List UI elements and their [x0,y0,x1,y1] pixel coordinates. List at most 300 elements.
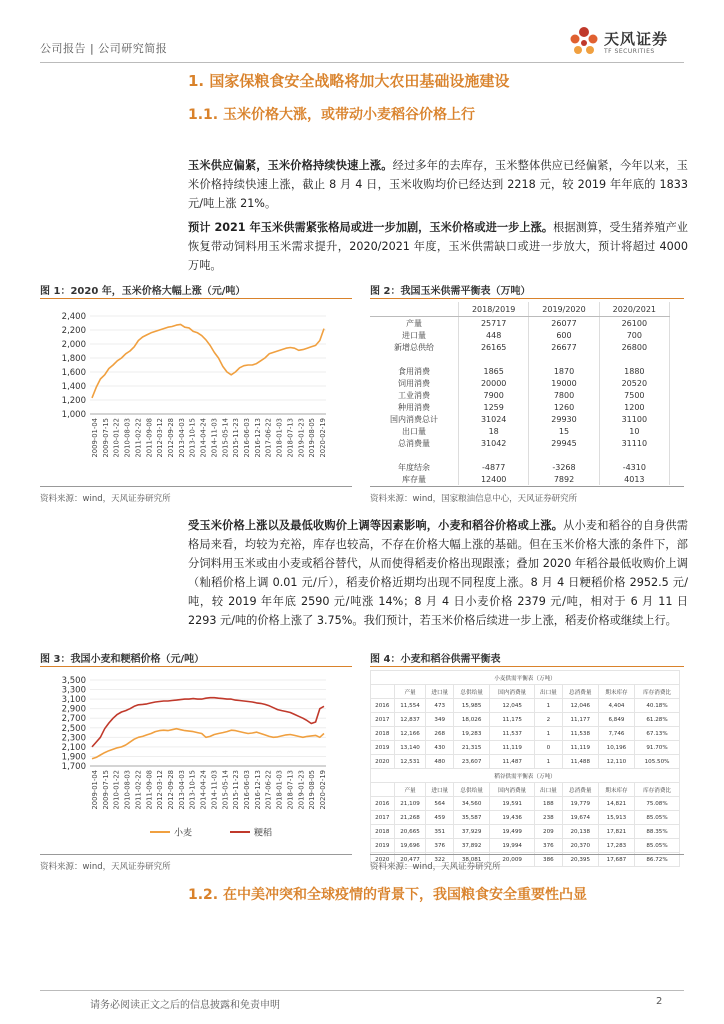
column-header: 出口量 [535,685,563,699]
x-tick-label: 2011-09-08 [145,418,154,458]
x-tick-label: 2009-07-15 [101,770,110,810]
table-cell: 268 [426,727,454,741]
table-cell: 20520 [599,377,669,389]
x-tick-label: 2017-06-22 [264,418,273,458]
table-cell: 11,175 [490,713,535,727]
y-tick-label: 1,600 [61,368,86,378]
table-cell: 26677 [529,341,599,353]
table-cell: 473 [426,699,454,713]
table-row [371,741,680,755]
row-year: 2017 [371,713,395,727]
table-cell: 1865 [459,365,529,377]
table-row [371,699,680,713]
table-cell: 15,985 [454,699,490,713]
table-cell: 88.35% [635,825,680,839]
row-label [370,353,459,365]
x-tick-label: 2016-12-13 [253,770,262,810]
table-cell: 7,746 [598,727,634,741]
x-tick-label: 2010-08-03 [123,418,132,458]
table-row [371,839,680,853]
table-cell: 11,177 [562,713,598,727]
row-label: 总消费量 [370,437,459,449]
table-cell: 0 [535,741,563,755]
figure-4-source: 资料来源：wind，天风证券研究所 [370,862,501,872]
y-tick-label: 1,900 [61,752,86,763]
table-cell: 1 [535,755,563,769]
footer-disclaimer: 请务必阅读正文之后的信息披露和免责申明 [90,1000,280,1011]
table-cell: 10 [599,425,669,437]
table-cell: 17,687 [598,853,634,867]
table-cell: 31100 [599,413,669,425]
figure-4-bottom-rule [370,854,684,855]
x-tick-label: 2018-07-13 [286,770,295,810]
y-tick-label: 2,200 [61,326,86,336]
report-category: 公司报告 | 公司研究简报 [40,42,168,55]
table-cell: 26165 [459,341,529,353]
column-header: 进口量 [426,783,454,797]
corn-balance-table-grid [370,302,670,485]
table-cell: 12,166 [394,727,426,741]
table-header-row [371,783,680,797]
column-header: 库存消费比 [635,783,680,797]
x-tick-label: 2010-01-22 [112,770,121,810]
table-cell: 2 [535,713,563,727]
table-cell: 19,283 [454,727,490,741]
x-tick-label: 2019-01-23 [297,418,306,458]
table-cell: 21,268 [394,811,426,825]
x-tick-label: 2015-11-23 [232,770,241,810]
table-cell: 34,560 [454,797,490,811]
x-tick-label: 2012-03-12 [156,418,165,458]
x-tick-label: 2017-06-22 [264,770,273,810]
table-cell: 10,196 [598,741,634,755]
table-cell: 26100 [599,317,669,330]
table-cell: 6,849 [598,713,634,727]
table-cell: 19,499 [490,825,535,839]
table-cell: 11,119 [562,741,598,755]
row-label: 出口量 [370,425,459,437]
table-cell: 1870 [529,365,599,377]
row-year: 2018 [371,727,395,741]
series-line-小麦 [92,729,324,759]
table-cell: 85.05% [635,839,680,853]
x-tick-label: 2016-06-03 [243,418,251,458]
table-row [371,727,680,741]
x-tick-label: 2015-05-14 [221,418,230,458]
table-cell: 29945 [529,437,599,449]
paragraph-body: 经过多年的去库存，玉米整体供应已经偏紧，今年以来，玉米价格持续快速上涨，截止 8 月 4 日，玉米收购均价已经达到 2218 元，较 2019 年年底的 1833 元/吨上涨 21%。 [188,159,688,210]
table-row [370,473,670,485]
table-cell: 1200 [599,401,669,413]
table-cell: 20,138 [562,825,598,839]
table-cell: 26800 [599,341,669,353]
row-label: 进口量 [370,329,459,341]
table-cell: 1880 [599,365,669,377]
corn-price-chart [40,302,352,482]
x-tick-label: 2020-02-19 [319,418,327,458]
figure-1-rule [40,298,352,299]
table-cell: 11,538 [562,727,598,741]
table-cell: 564 [426,797,454,811]
paragraph-lead: 玉米供应偏紧，玉米价格持续快速上涨。 [188,159,393,172]
column-header: 2019/2020 [529,302,599,317]
table-cell: 20,395 [562,853,598,867]
x-tick-label: 2014-04-24 [199,770,208,810]
x-tick-label: 2020-02-19 [319,770,327,810]
table-cell: 19,779 [562,797,598,811]
x-tick-label: 2013-04-03 [177,418,186,458]
table-row [370,329,670,341]
x-tick-label: 2015-11-23 [232,418,241,458]
table-cell: 1259 [459,401,529,413]
x-tick-label: 2012-09-28 [167,418,175,458]
table-cell: 1 [535,699,563,713]
table-cell: 35,587 [454,811,490,825]
table-cell [599,449,669,461]
table-cell: 1260 [529,401,599,413]
y-tick-label: 2,000 [61,340,86,350]
table-row [371,713,680,727]
table-row [370,401,670,413]
x-tick-label: 2009-01-04 [91,418,99,458]
table-cell [599,353,669,365]
paragraph-lead: 受玉米价格上涨以及最低收购价上调等因素影响，小麦和稻谷价格或上涨。 [188,519,564,532]
table-cell: -3268 [529,461,599,473]
page-number: 2 [656,996,663,1007]
table-cell: -4310 [599,461,669,473]
table-cell: 600 [529,329,599,341]
column-header: 2018/2019 [459,302,529,317]
x-tick-label: 2019-08-05 [308,418,317,458]
table-cell: 38,081 [454,853,490,867]
header-divider [40,62,684,63]
column-header: 国内消费量 [490,685,535,699]
sub-table-title: 小麦供需平衡表（万吨） [371,671,680,685]
y-tick-label: 2,900 [61,704,86,715]
figure-3-source: 资料来源：wind，天风证券研究所 [40,862,171,872]
row-label: 年度结余 [370,461,459,473]
column-header: 产量 [394,783,426,797]
table-cell: 85.05% [635,811,680,825]
paragraph-corn-forecast [188,218,688,275]
table-cell: 376 [535,839,563,853]
wheat-rice-balance-grid [370,670,680,867]
table-row [370,317,670,330]
table-cell: 21,315 [454,741,490,755]
table-row [371,755,680,769]
row-label: 库存量 [370,473,459,485]
table-cell [529,353,599,365]
y-tick-label: 2,400 [61,312,86,322]
x-tick-label: 2018-01-03 [275,770,284,810]
figure-2-rule [370,298,684,299]
table-cell: 91.70% [635,741,680,755]
paragraph-lead: 预计 2021 年玉米供需紧张格局或进一步加剧，玉米价格或进一步上涨。 [188,221,554,234]
table-cell: 26077 [529,317,599,330]
table-cell: 25717 [459,317,529,330]
table-cell: 7892 [529,473,599,485]
figure-3-title: 图 3：我国小麦和粳稻价格（元/吨） [40,654,205,665]
table-cell: 4013 [599,473,669,485]
column-header: 总供给量 [454,685,490,699]
x-tick-label: 2012-03-12 [156,770,165,810]
row-year: 2018 [371,825,395,839]
table-cell: 11,554 [394,699,426,713]
column-header: 2020/2021 [599,302,669,317]
x-tick-label: 2013-04-03 [177,770,186,810]
table-header-row [371,685,680,699]
x-tick-label: 2009-07-15 [101,418,110,458]
column-header: 总消费量 [562,783,598,797]
legend-label: 粳稻 [254,828,273,839]
paragraph-body: 从小麦和稻谷的自身供需格局来看，均较为充裕，库存也较高，不存在价格大幅上涨的基础。但在玉米价格大涨的条件下，部分饲料用玉米或由小麦或稻谷替代，从而使得稻麦价格出现跟涨；叠加 2020 年稻谷最低收购价上调（籼稻价格上调 0.01 元/斤），稻麦价格近期均出现不同程度上涨。8 月 4 日粳稻价格 2952.5 元/吨，较 2019 年年底 2590 元/吨涨 14%；8 月 4 日小麦价格 2379 元/吨，相对于 6 月 11 日 2293 元/吨的价格上涨了 3.75%。我们预计，若玉米价格后续进一步上涨，稻麦价格或继续上行。 [188,519,688,627]
table-cell: 19000 [529,377,599,389]
row-label [370,449,459,461]
x-tick-label: 2014-04-24 [199,418,208,458]
column-header [371,783,395,797]
figure-3-bottom-rule [40,854,352,855]
table-cell: 238 [535,811,563,825]
table-cell: 7800 [529,389,599,401]
wheat-rice-price-chart [40,670,352,848]
table-cell: 20000 [459,377,529,389]
figure-1-source: 资料来源：wind，天风证券研究所 [40,494,171,504]
table-cell: 17,283 [598,839,634,853]
table-cell: 11,537 [490,727,535,741]
table-header-row [370,302,670,317]
y-tick-label: 2,100 [61,742,86,753]
table-cell: 11,119 [490,741,535,755]
logo-subtitle: TF SECURITIES [604,48,655,55]
column-header [371,685,395,699]
figure-2-bottom-rule [370,486,684,487]
table-cell: 12,045 [490,699,535,713]
y-tick-label: 1,800 [61,354,86,364]
table-cell: 386 [535,853,563,867]
footer-divider [40,990,684,991]
table-cell: 480 [426,755,454,769]
table-cell: 459 [426,811,454,825]
table-cell: 19,674 [562,811,598,825]
row-label: 国内消费总计 [370,413,459,425]
y-tick-label: 1,700 [61,762,86,772]
row-year: 2019 [371,741,395,755]
table-row [370,437,670,449]
row-label: 产量 [370,317,459,330]
table-cell: 430 [426,741,454,755]
table-cell: 13,140 [394,741,426,755]
series-line-series-0 [92,324,324,398]
table-cell: 61.28% [635,713,680,727]
row-year: 2020 [371,853,395,867]
row-label: 新增总供给 [370,341,459,353]
x-tick-label: 2019-08-05 [308,770,317,810]
company-logo [566,24,696,64]
table-cell: 322 [426,853,454,867]
table-cell [459,353,529,365]
table-cell: 376 [426,839,454,853]
row-label: 饲用消费 [370,377,459,389]
wheat-rice-balance-tables [370,670,684,867]
table-row [370,353,670,365]
legend-label: 小麦 [174,828,193,839]
table-cell: 19,994 [490,839,535,853]
table-row [370,413,670,425]
table-cell: 29930 [529,413,599,425]
table-cell: 21,109 [394,797,426,811]
table-cell: 31042 [459,437,529,449]
table-row [371,797,680,811]
table-cell: 18,026 [454,713,490,727]
table-cell: 209 [535,825,563,839]
table-cell: 14,821 [598,797,634,811]
figure-3-rule [40,666,352,667]
x-tick-label: 2011-02-22 [134,770,143,810]
table-cell: 11,487 [490,755,535,769]
table-cell: 105.50% [635,755,680,769]
figure-2-title: 图 2：我国玉米供需平衡表（万吨） [370,286,531,297]
table-cell: 75.08% [635,797,680,811]
table-cell: 7500 [599,389,669,401]
column-header: 期末库存 [598,783,634,797]
table-cell: 7900 [459,389,529,401]
table-cell: 86.72% [635,853,680,867]
table-cell: 19,696 [394,839,426,853]
x-tick-label: 2018-01-03 [275,418,284,458]
series-line-粳稻 [92,698,324,747]
table-cell: 12,837 [394,713,426,727]
table-cell: 23,607 [454,755,490,769]
paragraph-body: 根据测算，受生猪养殖产业恢复带动饲料用玉米需求提升，2020/2021 年度，玉米供需缺口或进一步放大，预计将超过 4000 万吨。 [188,221,688,272]
table-cell: 31024 [459,413,529,425]
row-year: 2017 [371,811,395,825]
column-header: 库存消费比 [635,685,680,699]
paragraph-corn-supply [188,156,688,213]
row-year: 2016 [371,699,395,713]
x-tick-label: 2015-05-14 [221,770,230,810]
table-cell: 11,488 [562,755,598,769]
table-cell: 20,370 [562,839,598,853]
column-header: 总消费量 [562,685,598,699]
table-cell: 12,110 [598,755,634,769]
y-tick-label: 1,000 [61,410,86,420]
column-header: 国内消费量 [490,783,535,797]
table-cell: 351 [426,825,454,839]
y-tick-label: 1,200 [61,396,86,406]
x-tick-label: 2016-06-03 [243,770,251,810]
row-year: 2016 [371,797,395,811]
table-row [370,449,670,461]
table-cell: 349 [426,713,454,727]
row-label: 工业消费 [370,389,459,401]
table-cell: 19,591 [490,797,535,811]
x-tick-label: 2010-01-22 [112,418,121,458]
tf-logo-icon [566,24,602,60]
table-cell: 37,929 [454,825,490,839]
table-cell: 188 [535,797,563,811]
section-1-2-title: 1.2. 在中美冲突和全球疫情的背景下，我国粮食安全重要性凸显 [188,887,587,903]
figure-4-title: 图 4：小麦和稻谷供需平衡表 [370,654,501,665]
table-cell [459,449,529,461]
figure-4-rule [370,666,684,667]
table-cell: 15 [529,425,599,437]
y-tick-label: 1,400 [61,382,86,392]
table-cell: -4877 [459,461,529,473]
column-header: 出口量 [535,783,563,797]
figure-2-source: 资料来源：wind，国家粮油信息中心，天风证券研究所 [370,494,578,504]
y-tick-label: 2,300 [61,733,86,744]
y-tick-label: 2,700 [61,714,86,725]
table-cell: 700 [599,329,669,341]
table-row [371,825,680,839]
figure-1-title: 图 1：2020 年，玉米价格大幅上涨（元/吨） [40,286,246,297]
y-tick-label: 3,300 [61,685,86,696]
table-cell: 20,665 [394,825,426,839]
table-cell: 20,009 [490,853,535,867]
column-header: 产量 [394,685,426,699]
table-cell: 4,404 [598,699,634,713]
column-header [370,302,459,317]
section-1-1-title: 1.1. 玉米价格大涨，或带动小麦稻谷价格上行 [188,107,475,123]
corn-balance-table [370,302,684,485]
table-row [370,461,670,473]
sub-table-title: 稻谷供需平衡表（万吨） [371,769,680,783]
column-header: 总供给量 [454,783,490,797]
logo-name: 天风证券 [604,30,669,48]
figure-1-bottom-rule [40,486,352,487]
rice-title-row [371,769,680,783]
row-label: 种用消费 [370,401,459,413]
table-row [370,425,670,437]
table-row [370,377,670,389]
table-cell: 19,436 [490,811,535,825]
table-cell: 15,913 [598,811,634,825]
table-cell: 40.18% [635,699,680,713]
x-tick-label: 2014-11-03 [210,418,219,458]
table-cell: 12,046 [562,699,598,713]
x-tick-label: 2016-12-13 [253,418,262,458]
column-header: 进口量 [426,685,454,699]
x-tick-label: 2018-07-13 [286,418,295,458]
row-year: 2020 [371,755,395,769]
table-cell: 67.13% [635,727,680,741]
x-tick-label: 2009-01-04 [91,770,99,810]
x-tick-label: 2011-02-22 [134,418,143,458]
table-cell: 31110 [599,437,669,449]
wheat-title-row [371,671,680,685]
x-tick-label: 2012-09-28 [167,770,175,810]
x-tick-label: 2013-10-15 [188,770,197,810]
table-cell: 17,821 [598,825,634,839]
table-cell: 12400 [459,473,529,485]
table-cell: 20,477 [394,853,426,867]
table-row [370,389,670,401]
row-label: 食用消费 [370,365,459,377]
x-tick-label: 2014-11-03 [210,770,219,810]
y-tick-label: 2,500 [61,723,86,734]
table-cell: 448 [459,329,529,341]
y-tick-label: 3,500 [61,676,86,686]
x-tick-label: 2010-08-03 [123,770,132,810]
y-tick-label: 3,100 [61,695,86,706]
table-cell: 1 [535,727,563,741]
paragraph-wheat-rice [188,516,688,630]
table-cell: 18 [459,425,529,437]
table-cell: 37,892 [454,839,490,853]
row-year: 2019 [371,839,395,853]
section-1-title: 1. 国家保粮食安全战略将加大农田基础设施建设 [188,72,510,90]
table-cell: 12,531 [394,755,426,769]
